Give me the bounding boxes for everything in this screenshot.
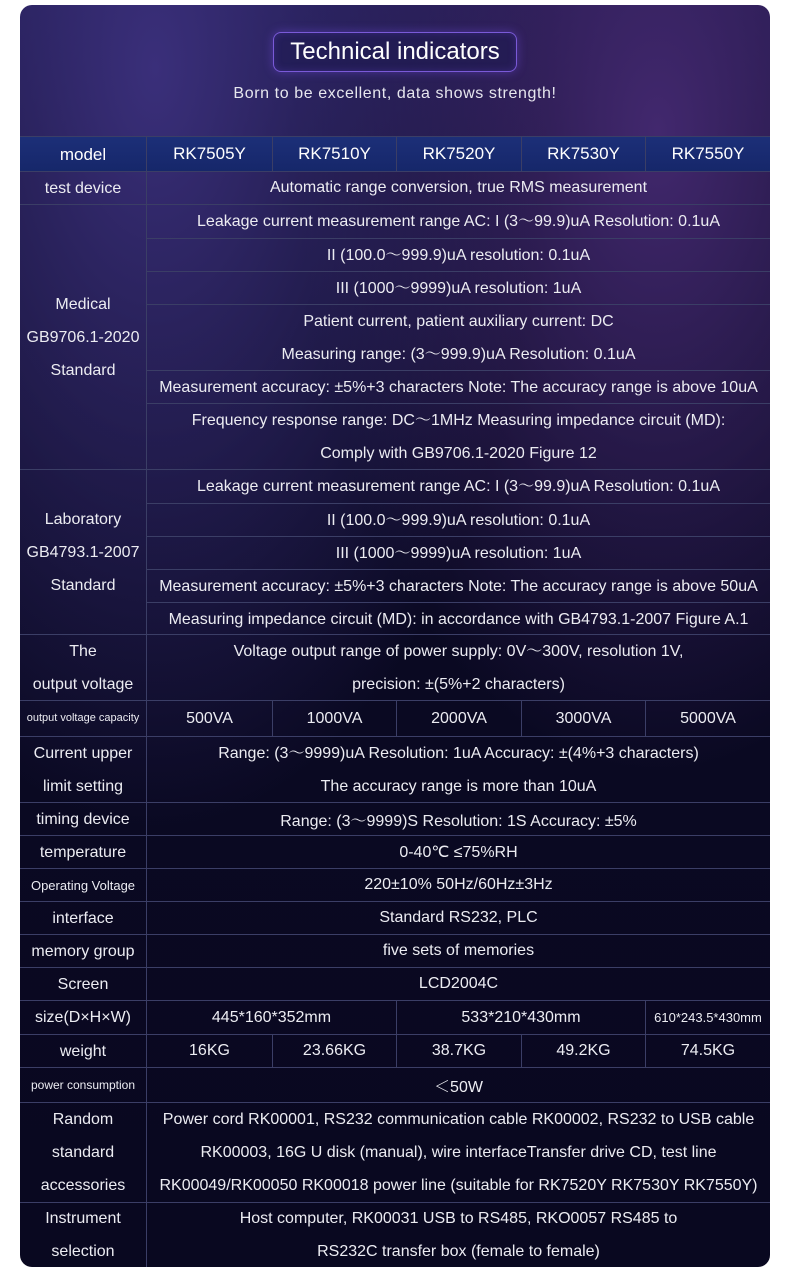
page-subtitle: Born to be excellent, data shows strength!	[233, 85, 557, 102]
label-line: standard	[51, 1144, 115, 1161]
label-line: limit setting	[42, 777, 124, 795]
row-label: timing device	[20, 803, 147, 835]
label-line: The	[69, 642, 97, 660]
weight-cell: 16KG	[189, 1042, 230, 1059]
model-cell: RK7510Y	[272, 137, 396, 171]
label-line: Instrument	[45, 1210, 121, 1227]
row-value	[147, 1001, 770, 1034]
label-line: selection	[51, 1243, 115, 1260]
label-line: Standard	[50, 576, 116, 594]
label-line: Random	[52, 1111, 114, 1128]
label-line: Current upper	[33, 744, 133, 762]
spec-line: II (100.0～999.9)uA resolution: 0.1uA	[326, 511, 591, 529]
value-line: Voltage output range of power supply: 0V～300V, resolution 1V,	[233, 642, 684, 660]
weight-cell: 23.66KG	[272, 1035, 396, 1067]
label-line: GB9706.1-2020	[26, 328, 140, 346]
row-label	[20, 1103, 147, 1202]
label-line: Laboratory	[44, 510, 122, 528]
label-line: Standard	[50, 361, 116, 379]
row-value: Automatic range conversion, true RMS measurement	[269, 179, 648, 196]
row-label: memory group	[20, 935, 147, 967]
spec-row-power	[20, 1067, 770, 1102]
label-line: Medical	[55, 295, 111, 313]
row-label: Operating Voltage	[20, 869, 147, 901]
page-title: Technical indicators	[273, 32, 517, 72]
spec-line: II (100.0～999.9)uA resolution: 0.1uA	[326, 246, 591, 264]
spec-row-weight	[20, 1034, 770, 1067]
model-cell: RK7550Y	[645, 137, 770, 171]
spec-row-laboratory	[20, 469, 770, 634]
capacity-cell: 1000VA	[272, 701, 396, 736]
row-label: interface	[20, 902, 147, 934]
value-line: The accuracy range is more than 10uA	[320, 777, 597, 795]
row-value	[147, 737, 770, 802]
row-label: temperature	[20, 836, 147, 868]
spec-row-interface	[20, 901, 770, 934]
value-line: Range: (3～9999)uA Resolution: 1uA Accuracy: ±(4%+3 characters)	[218, 744, 699, 762]
spec-line-group	[147, 404, 770, 470]
size-cell: 445*160*352mm	[211, 1008, 332, 1026]
model-cells	[147, 137, 770, 171]
value-line: Host computer, RK00031 USB to RS485, RKO0057 RS485 to	[239, 1210, 678, 1227]
row-value: LCD2004C	[418, 975, 499, 992]
row-value	[147, 701, 770, 736]
label-line: GB4793.1-2007	[26, 543, 140, 561]
spec-row-current-upper	[20, 736, 770, 802]
spec-line: Leakage current measurement range AC: I (3～99.9)uA Resolution: 0.1uA	[197, 478, 720, 495]
value-line: Power cord RK00001, RS232 communication cable RK00002, RS232 to USB cable	[162, 1111, 755, 1128]
row-label: Screen	[20, 968, 147, 1000]
capacity-cell: 5000VA	[645, 701, 770, 736]
spec-line-group	[147, 305, 770, 370]
spec-row-capacity	[20, 700, 770, 736]
row-value	[147, 1203, 770, 1267]
row-label: test device	[20, 172, 147, 204]
row-label	[20, 737, 147, 802]
weight-cell: 74.5KG	[645, 1035, 770, 1067]
spec-line: Leakage current measurement range AC: I (3～99.9)uA Resolution: 0.1uA	[197, 213, 720, 230]
hero-banner	[20, 5, 770, 136]
spec-line: III (1000～9999)uA resolution: 1uA	[335, 544, 582, 562]
spec-row-timing	[20, 802, 770, 835]
row-value: ＜50W	[434, 1078, 483, 1096]
weight-cell: 38.7KG	[396, 1035, 521, 1067]
spec-line: Comply with GB9706.1-2020 Figure 12	[320, 445, 597, 462]
spec-line: Frequency response range: DC～1MHz Measuring impedance circuit (MD):	[191, 412, 726, 429]
row-value: five sets of memories	[382, 942, 535, 959]
row-label: output voltage capacity	[20, 701, 147, 736]
capacity-cell: 3000VA	[521, 701, 645, 736]
spec-line: Measurement accuracy: ±5%+3 characters Note: The accuracy range is above 50uA	[159, 577, 758, 595]
capacity-cell: 500VA	[186, 709, 233, 727]
capacity-cell: 2000VA	[396, 701, 521, 736]
header-label: model	[20, 137, 147, 171]
value-line: RK00003, 16G U disk (manual), wire interfaceTransfer drive CD, test line	[200, 1144, 717, 1161]
table-header-row	[20, 136, 770, 171]
spec-row-screen	[20, 967, 770, 1000]
size-cell: 610*243.5*430mm	[645, 1001, 770, 1034]
row-label: size(D×H×W)	[20, 1001, 147, 1034]
row-value	[147, 1103, 770, 1202]
model-cell: RK7505Y	[173, 144, 246, 163]
row-label: weight	[20, 1035, 147, 1067]
row-label	[20, 635, 147, 700]
spec-line: Measuring range: (3～999.9)uA Resolution: 0.1uA	[281, 345, 636, 363]
spec-line: Patient current, patient auxiliary current: DC	[303, 312, 614, 330]
spec-row-medical	[20, 204, 770, 469]
label-line: accessories	[40, 1177, 126, 1194]
row-label	[20, 205, 147, 469]
spec-row-accessories	[20, 1102, 770, 1202]
spec-line: Measurement accuracy: ±5%+3 characters Note: The accuracy range is above 10uA	[159, 378, 758, 396]
row-label	[20, 470, 147, 634]
value-line: precision: ±(5%+2 characters)	[352, 675, 565, 693]
value-line: RK00049/RK00050 RK00018 power line (suitable for RK7520Y RK7530Y RK7550Y)	[159, 1177, 758, 1194]
row-value	[147, 1035, 770, 1067]
spec-row-size	[20, 1000, 770, 1034]
row-value: Range: (3～9999)S Resolution: 1S Accuracy: ±5%	[280, 812, 637, 830]
spec-line: Measuring impedance circuit (MD): in accordance with GB4793.1-2007 Figure A.1	[168, 610, 749, 628]
row-label: power consumption	[20, 1068, 147, 1102]
row-value	[147, 205, 770, 469]
spec-row-output-voltage	[20, 634, 770, 700]
spec-panel	[20, 5, 770, 1267]
row-value: 220±10% 50Hz/60Hz±3Hz	[364, 876, 553, 893]
row-value	[147, 635, 770, 700]
weight-cell: 49.2KG	[521, 1035, 645, 1067]
spec-row-operating-voltage	[20, 868, 770, 901]
row-label	[20, 1203, 147, 1267]
spec-line: III (1000～9999)uA resolution: 1uA	[335, 279, 582, 297]
spec-row-temperature	[20, 835, 770, 868]
row-value	[147, 470, 770, 634]
row-value: Standard RS232, PLC	[379, 909, 538, 926]
row-value: 0-40℃ ≤75%RH	[399, 844, 518, 861]
spec-row-instrument	[20, 1202, 770, 1267]
spec-row-memory	[20, 934, 770, 967]
model-cell: RK7530Y	[521, 137, 645, 171]
spec-row-test-device	[20, 171, 770, 204]
value-line: RS232C transfer box (female to female)	[317, 1243, 600, 1260]
size-cell: 533*210*430mm	[396, 1001, 645, 1034]
model-cell: RK7520Y	[396, 137, 521, 171]
label-line: output voltage	[32, 675, 134, 693]
